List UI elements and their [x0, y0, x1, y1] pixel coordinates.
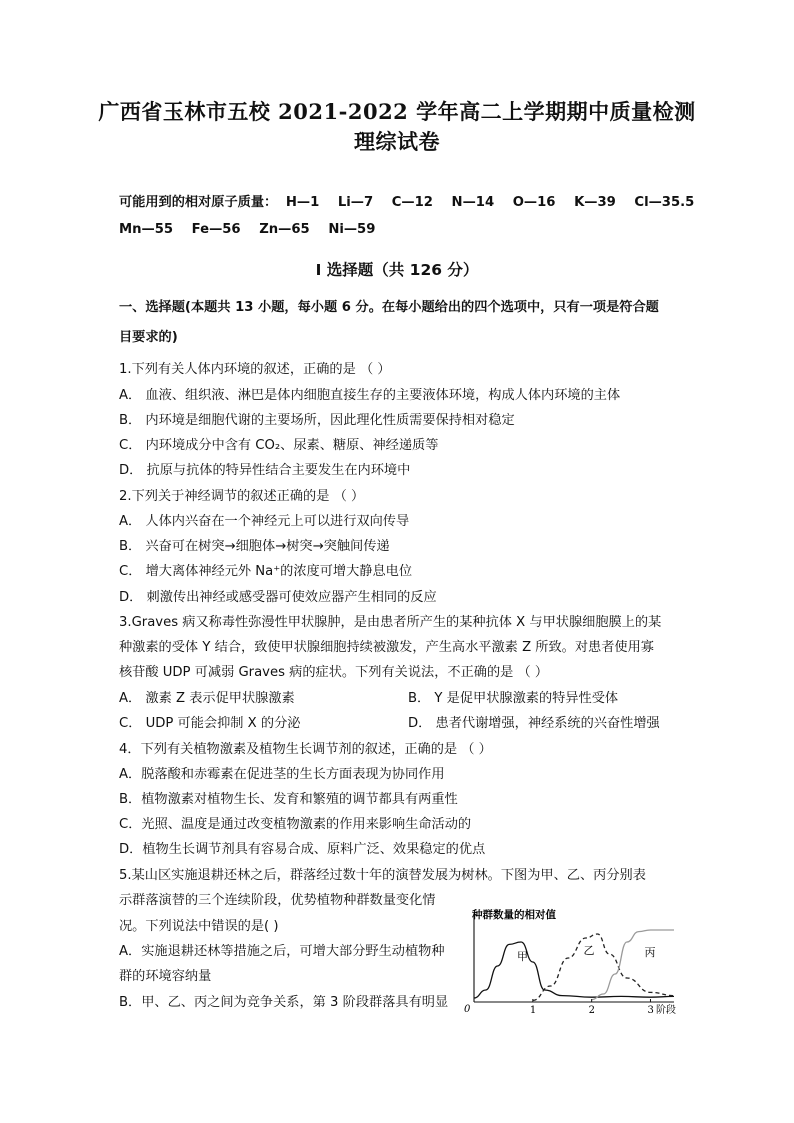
x-tick-label: 3 — [647, 1005, 654, 1016]
chart-y-label: 种群数量的相对值 — [472, 909, 556, 921]
q1-option-c: C． 内环境成分中含有 CO₂、尿素、糖原、神经递质等 — [119, 438, 439, 453]
q5-stem-line-2: 示群落演替的三个连续阶段，优势植物种群数量变化情 — [119, 893, 436, 908]
mass-item: K—39 — [574, 195, 616, 210]
q1-option-d: D． 抗原与抗体的特异性结合主要发生在内环境中 — [119, 463, 411, 478]
q3-stem-line-1: 3.Graves 病又称毒性弥漫性甲状腺肿，是由患者所产生的某种抗体 X 与甲状腺细胞膜上的某 — [119, 615, 662, 630]
series-label-3: 丙 — [644, 946, 656, 959]
q1-option-a: A． 血液、组织液、淋巴是体内细胞直接生存的主要液体环境，构成人体内环境的主体 — [119, 388, 621, 403]
q3-option-c: C． UDP 可能会抑制 X 的分泌 — [119, 716, 301, 731]
q2-stem: 2.下列关于神经调节的叙述正确的是 （ ） — [119, 489, 365, 504]
series-line-2 — [533, 934, 674, 1000]
mass-item: Li—7 — [337, 195, 374, 210]
mass-item: Cl—35.5 — [634, 195, 695, 210]
series-label-2: 乙 — [583, 944, 595, 957]
succession-chart — [462, 906, 682, 1018]
mass-item: C—12 — [391, 195, 433, 210]
section-intro-line-2: 目要求的) — [119, 330, 178, 345]
atomic-masses-row-1 — [119, 191, 708, 210]
q1-option-b: B． 内环境是细胞代谢的主要场所，因此理化性质需要保持相对稳定 — [119, 413, 515, 428]
mass-item: O—16 — [512, 195, 556, 210]
mass-item: Mn—55 — [119, 222, 174, 237]
q5-option-b-line-1: B．甲、乙、丙之间为竞争关系，第 3 阶段群落具有明显 — [119, 995, 449, 1010]
series-line-3 — [592, 930, 674, 1000]
x-tick-label: 1 — [529, 1005, 537, 1016]
mass-item: H—1 — [285, 195, 320, 210]
section-title: Ⅰ 选择题（共 126 分） — [315, 261, 479, 279]
q4-option-d: D．植物生长调节剂具有容易合成、原料广泛、效果稳定的优点 — [119, 842, 486, 857]
q3-option-a: A． 激素 Z 表示促甲状腺激素 — [119, 691, 295, 706]
mass-item: Zn—65 — [259, 222, 310, 237]
chart-origin-label: 0 — [464, 1004, 471, 1015]
q5-option-a-line-2: 群的环境容纳量 — [119, 969, 212, 984]
mass-item: Fe—56 — [191, 222, 241, 237]
chart-series-labels — [517, 944, 655, 963]
q4-option-a: A．脱落酸和赤霉素在促进茎的生长方面表现为协同作用 — [119, 767, 445, 782]
chart-series-group — [474, 930, 674, 1000]
exam-title: 广西省玉林市五校 2021-2022 学年高二上学期期中质量检测 — [98, 99, 696, 124]
mass-item: Ni—59 — [328, 222, 376, 237]
atomic-masses-row-2 — [119, 222, 389, 237]
q5-stem-line-1: 5.某山区实施退耕还林之后，群落经过数十年的演替发展为树林。下图为甲、乙、丙分别表 — [119, 868, 646, 883]
section-intro-line-1: 一、选择题(本题共 13 小题，每小题 6 分。在每小题给出的四个选项中，只有一项是符合题 — [119, 300, 659, 315]
x-tick-label: 2 — [588, 1005, 596, 1016]
q2-option-a: A． 人体内兴奋在一个神经元上可以进行双向传导 — [119, 514, 410, 529]
exam-subtitle: 理综试卷 — [354, 129, 440, 154]
q3-option-b: B． Y 是促甲状腺激素的特异性受体 — [408, 691, 619, 706]
q2-option-d: D． 刺激传出神经或感受器可使效应器产生相同的反应 — [119, 590, 437, 605]
series-label-1: 甲 — [517, 950, 529, 963]
chart-x-label: 阶段 — [656, 1005, 676, 1016]
q4-option-c: C．光照、温度是通过改变植物激素的作用来影响生命活动的 — [119, 817, 472, 832]
q1-stem: 1.下列有关人体内环境的叙述，正确的是 （ ） — [119, 362, 391, 377]
q4-stem: 4．下列有关植物激素及植物生长调节剂的叙述，正确的是 （ ） — [119, 742, 492, 757]
q2-option-b: B． 兴奋可在树突→细胞体→树突→突触间传递 — [119, 539, 390, 554]
q5-option-a-line-1: A．实施退耕还林等措施之后，可增大部分野生动植物种 — [119, 944, 445, 959]
q3-stem-line-2: 种激素的受体 Y 结合，致使甲状腺细胞持续被激发，产生高水平激素 Z 所致。对患者使用寡 — [119, 640, 654, 655]
q3-option-d: D． 患者代谢增强，神经系统的兴奋性增强 — [408, 716, 660, 731]
q5-stem-line-3: 况。下列说法中错误的是( ) — [119, 919, 279, 934]
mass-item: N—14 — [451, 195, 495, 210]
atomic-masses-label: 可能用到的相对原子质量： — [119, 195, 278, 210]
q2-option-c: C． 增大离体神经元外 Na⁺的浓度可增大静息电位 — [119, 564, 413, 579]
q3-stem-line-3: 核苷酸 UDP 可减弱 Graves 病的症状。下列有关说法，不正确的是 （ ） — [119, 665, 549, 680]
q4-option-b: B．植物激素对植物生长、发育和繁殖的调节都具有两重性 — [119, 792, 458, 807]
